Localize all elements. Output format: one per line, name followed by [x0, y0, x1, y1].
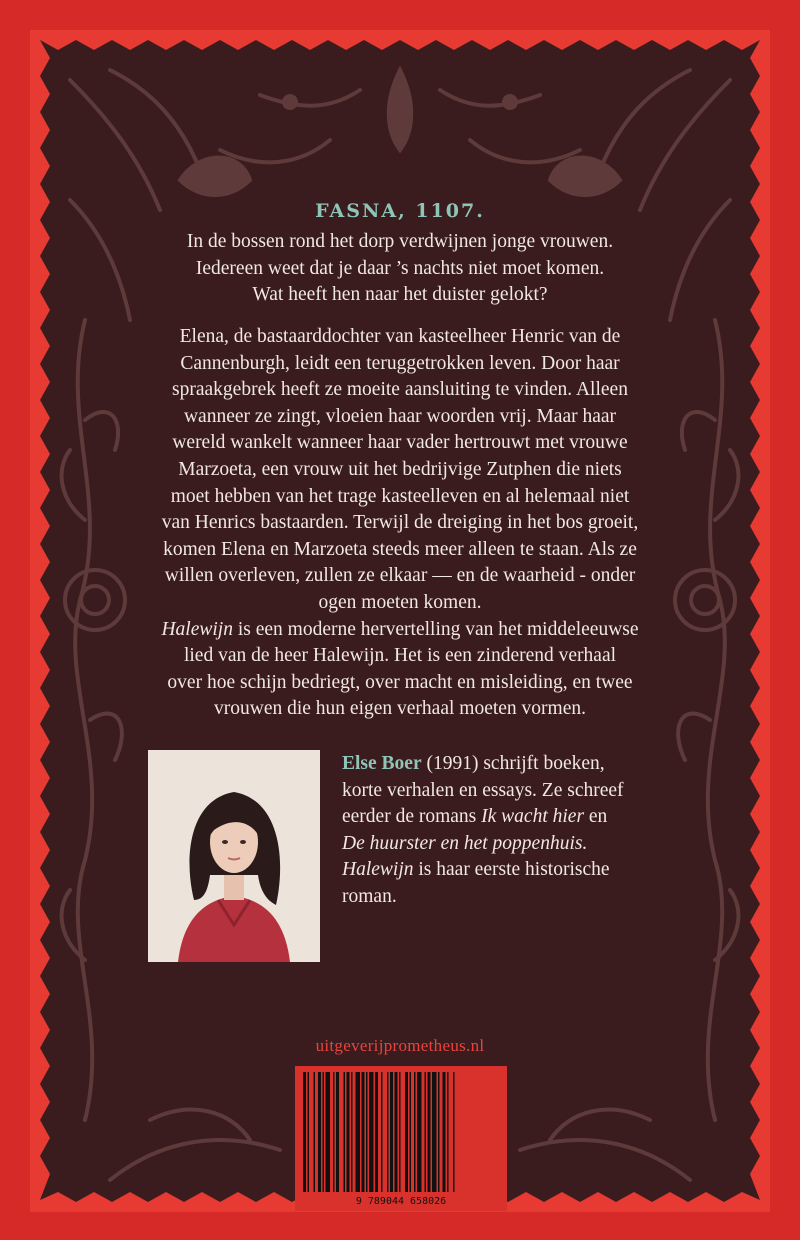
barcode-bar	[333, 1072, 335, 1192]
barcode-bar	[303, 1072, 306, 1192]
synopsis-line: spraakgebrek heeft ze moeite aansluiting te vinden. Alleen	[172, 379, 628, 401]
publisher-website: uitgeverijprometheus.nl	[315, 1036, 485, 1055]
barcode-bar	[428, 1072, 431, 1192]
synopsis-line: Marzoeta, een vrouw uit het bedrijvige Zutphen die niets	[178, 458, 622, 480]
synopsis	[100, 324, 700, 723]
synopsis-line: moet hebben van het trage kasteelleven en al helemaal niet	[170, 485, 630, 507]
summary-line: vrouwen die hun eigen verhaal moeten vormen.	[214, 698, 586, 720]
book-title: Halewijn	[342, 859, 414, 880]
synopsis-line: van Henrics bastaarden. Terwijl de dreiging in het bos groeit,	[161, 512, 639, 534]
summary-line: lied van de heer Halewijn. Het is een zinderend verhaal	[183, 645, 617, 667]
summary-line: Halewijn is een moderne hervertelling van het middeleeuwse	[161, 618, 639, 640]
barcode-bar	[453, 1072, 455, 1192]
barcode-bar	[387, 1072, 389, 1192]
bio-line: Else Boer (1991) schrijft boeken,	[342, 753, 605, 774]
barcode-bar	[381, 1072, 383, 1192]
barcode-bar	[336, 1072, 339, 1192]
barcode-bar	[414, 1072, 416, 1192]
bio-line: korte verhalen en essays. Ze schreef	[342, 779, 624, 801]
intro-line: Iedereen weet dat je daar ’s nachts niet moet komen.	[195, 257, 605, 279]
barcode-bar	[318, 1072, 321, 1192]
isbn-barcode	[295, 1066, 507, 1211]
barcode-bar	[447, 1072, 449, 1192]
intro-line: Wat heeft hen naar het duister gelokt?	[252, 284, 548, 305]
synopsis-line: willen overleven, zullen ze elkaar — en de waarheid - onder	[164, 565, 636, 587]
barcode-bar	[326, 1072, 331, 1192]
bio-line: roman.	[342, 885, 397, 907]
barcode-bar	[405, 1072, 408, 1192]
barcode-bar	[323, 1072, 325, 1192]
author-bio	[342, 751, 672, 910]
author-portrait	[148, 750, 320, 962]
intro-line: In de bossen rond het dorp verdwijnen jonge vrouwen.	[186, 231, 614, 252]
book-title: Halewijn	[161, 618, 233, 640]
barcode-bar	[347, 1072, 350, 1192]
barcode-bar	[443, 1072, 446, 1192]
barcode-bar	[395, 1072, 398, 1192]
barcode-bar	[375, 1072, 378, 1192]
author-photo	[148, 750, 320, 962]
book-title: Ik wacht hier	[481, 806, 585, 827]
synopsis-line: komen Elena en Marzoeta steeds meer alleen te staan. Als ze	[163, 538, 637, 560]
barcode-bar	[344, 1072, 346, 1192]
barcode-bar	[425, 1072, 427, 1192]
barcode-number: 9 789044 658026	[355, 1196, 447, 1207]
barcode-bar	[362, 1072, 365, 1192]
barcode-bar	[366, 1072, 368, 1192]
synopsis-line: ogen moeten komen.	[318, 591, 482, 613]
barcode-bar	[356, 1072, 361, 1192]
barcode-bar	[399, 1072, 401, 1192]
barcode-bar	[314, 1072, 316, 1192]
barcode-bar	[351, 1072, 353, 1192]
summary-line: over hoe schijn bedriegt, over macht en misleiding, en twee	[167, 671, 633, 693]
barcode-bar	[308, 1072, 310, 1192]
barcode-graphic	[295, 1066, 507, 1211]
barcode-bar	[390, 1072, 393, 1192]
intro-paragraph	[100, 229, 700, 309]
author-name: Else Boer	[342, 753, 422, 774]
barcode-bar	[438, 1072, 440, 1192]
synopsis-line: Cannenburgh, leidt een teruggetrokken leven. Door haar	[180, 352, 620, 374]
barcode-bar	[369, 1072, 374, 1192]
place-date-heading: FASNA, 1107.	[315, 200, 485, 222]
bio-line: eerder de romans Ik wacht hier en	[342, 806, 608, 827]
barcode-bar	[432, 1072, 437, 1192]
barcode-bar	[417, 1072, 422, 1192]
synopsis-line: wereld wankelt wanneer haar vader hertrouwt met vrouwe	[172, 432, 628, 454]
bio-line: Halewijn is haar eerste historische	[342, 859, 610, 880]
bio-line	[342, 831, 672, 858]
synopsis-line: Elena, de bastaarddochter van kasteelheer Henric van de	[179, 326, 621, 347]
synopsis-line: wanneer ze zingt, vloeien haar woorden vrij. Maar haar	[183, 405, 617, 427]
book-title: De huurster en het poppenhuis.	[342, 832, 588, 854]
barcode-bar	[410, 1072, 412, 1192]
